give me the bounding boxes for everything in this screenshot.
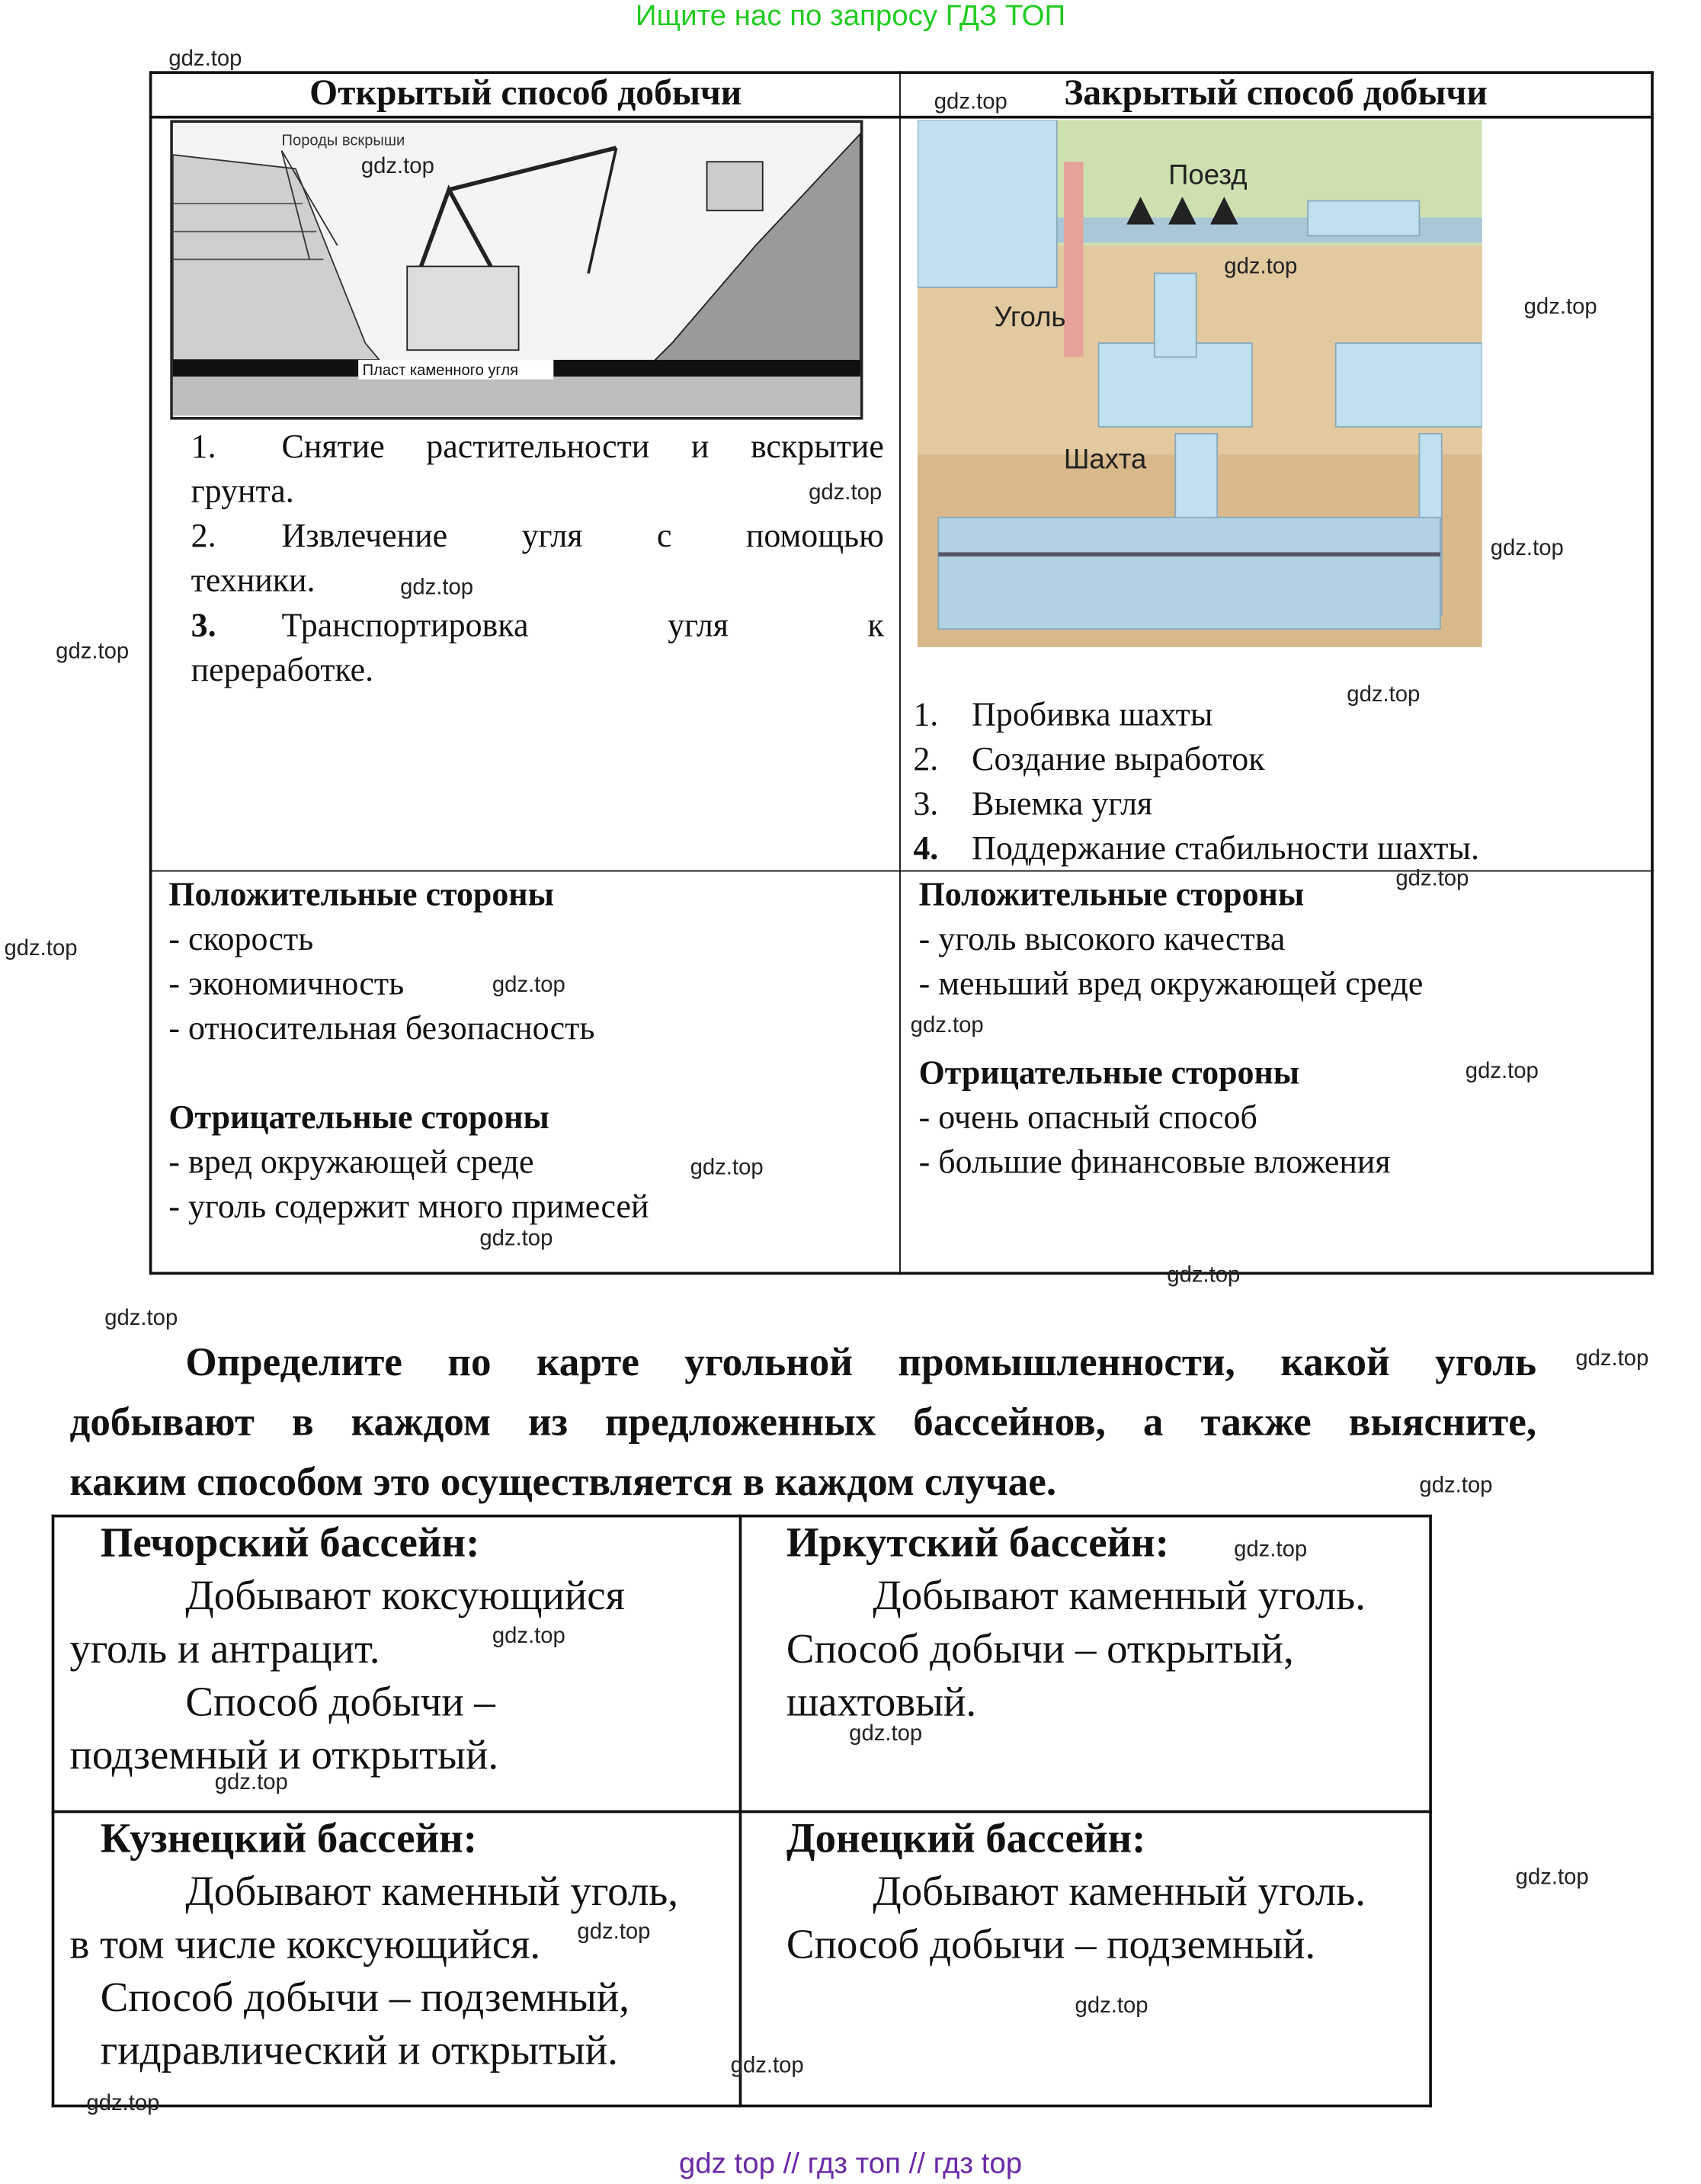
- table-border: [899, 71, 901, 1275]
- watermark: gdz.top: [1075, 1994, 1148, 2019]
- closed-con: - большие финансовые вложения: [918, 1145, 1391, 1182]
- closed-con: - очень опасный способ: [918, 1100, 1257, 1137]
- watermark: gdz.top: [400, 576, 474, 600]
- closed-pros-title: Положительные стороны: [918, 877, 1305, 914]
- watermark: gdz.top: [1224, 255, 1298, 279]
- watermark: gdz.top: [1490, 537, 1564, 561]
- closed-step-3: 3. Выемка угля: [913, 786, 1153, 823]
- basin-kuznetsk: Кузнецкий бассейн: Добывают каменный уголь, в том числе коксующийся. Способ добычи – подземный, гидравлический и открытый.: [69, 1816, 678, 2074]
- watermark: gdz.top: [1515, 1865, 1589, 1890]
- closed-step-4: 4. Поддержание стабильности шахты.: [913, 831, 1479, 868]
- watermark: gdz.top: [1395, 867, 1469, 892]
- open-pros-cons: [168, 873, 893, 1230]
- closed-pros-cons: [919, 873, 1644, 1185]
- table-border: [1651, 71, 1654, 1275]
- closed-pro: - уголь высокого качества: [918, 922, 1286, 958]
- table-border: [151, 116, 1654, 119]
- watermark: gdz.top: [690, 1156, 764, 1180]
- open-step-3: 3. Транспортировка угля к переработке.: [191, 608, 884, 689]
- basin-donetsk: Донецкий бассейн: Добывают каменный уголь. Способ добычи – подземный.: [786, 1816, 1366, 1968]
- watermark: gdz.top: [1465, 1060, 1539, 1084]
- table-border: [151, 1272, 1654, 1275]
- watermark: gdz.top: [479, 1227, 553, 1252]
- watermark: gdz.top: [1347, 683, 1421, 707]
- watermark: gdz.top: [1575, 1347, 1649, 1371]
- watermark: gdz.top: [104, 1307, 178, 1331]
- open-step-1: 1. Снятие растительности и вскрытие грунта.: [191, 429, 884, 511]
- watermark: gdz.top: [360, 155, 434, 179]
- question-text: Определите по карте угольной промышленности, какой уголь добывают в каждом из предложенных бассейнов, а также выясните, каким способом это осуществляется в каждом случае.: [69, 1340, 1537, 1506]
- shaft-label: Шахта: [1063, 443, 1147, 475]
- watermark: gdz.top: [86, 2092, 160, 2116]
- open-step-2: 2. Извлечение угля с помощью техники.: [191, 518, 884, 600]
- watermark: gdz.top: [214, 1771, 288, 1795]
- train-label: Поезд: [1168, 159, 1248, 191]
- table-border: [149, 71, 152, 1275]
- overburden-label: Породы вскрыши: [281, 132, 405, 149]
- watermark: gdz.top: [849, 1722, 923, 1746]
- closed-cons-title: Отрицательные стороны: [918, 1055, 1300, 1092]
- open-steps: [191, 425, 884, 693]
- basin-irkutsk: Иркутский бассейн: Добывают каменный уголь. Способ добычи – открытый, шахтовый.: [786, 1520, 1366, 1726]
- open-con: - уголь содержит много примесей: [168, 1189, 649, 1227]
- table-border: [739, 1515, 742, 2108]
- closed-step-1: 1. Пробивка шахты: [913, 697, 1213, 734]
- watermark: gdz.top: [168, 47, 242, 72]
- search-banner[interactable]: Ищите нас по запросу ГДЗ ТОП: [635, 0, 1066, 33]
- coal-seam-label: Пласт каменного угля: [362, 362, 518, 380]
- closed-pro: - меньший вред окружающей среде: [918, 966, 1424, 1003]
- open-pit-mining-image: [170, 120, 863, 419]
- open-pro: - экономичность: [168, 966, 405, 1003]
- watermark: gdz.top: [1234, 1538, 1308, 1563]
- watermark: gdz.top: [4, 937, 78, 961]
- watermark: gdz.top: [934, 90, 1007, 115]
- watermark: gdz.top: [56, 640, 130, 664]
- watermark: gdz.top: [1419, 1474, 1493, 1498]
- watermark: gdz.top: [1523, 295, 1597, 319]
- open-pros-title: Положительные стороны: [168, 877, 554, 914]
- watermark: gdz.top: [492, 973, 565, 998]
- watermark: gdz.top: [910, 1014, 984, 1038]
- table-border: [52, 1515, 55, 2108]
- basin-pechora: Печорский бассейн: Добывают коксующийся уголь и антрацит. Способ добычи – подземный и открытый.: [69, 1520, 625, 1778]
- closed-step-2: 2. Создание выработок: [913, 742, 1265, 778]
- closed-steps: [913, 693, 1638, 871]
- underground-mine-image: [918, 120, 1482, 647]
- closed-method-title: Закрытый способ добычи: [1064, 72, 1488, 114]
- watermark: gdz.top: [577, 1920, 651, 1945]
- open-cons-title: Отрицательные стороны: [168, 1100, 549, 1137]
- watermark: gdz.top: [730, 2054, 804, 2078]
- footer-links[interactable]: gdz top // гдз топ // гдз top: [678, 2147, 1023, 2180]
- open-con: - вред окружающей среде: [168, 1145, 534, 1182]
- open-pro: - скорость: [168, 922, 314, 958]
- open-pro: - относительная безопасность: [168, 1011, 595, 1047]
- watermark: gdz.top: [492, 1624, 565, 1649]
- coal-label: Уголь: [994, 301, 1066, 333]
- table-border: [1429, 1515, 1432, 2108]
- open-method-title: Открытый способ добычи: [309, 72, 742, 114]
- watermark: gdz.top: [809, 481, 883, 505]
- watermark: gdz.top: [1167, 1263, 1241, 1288]
